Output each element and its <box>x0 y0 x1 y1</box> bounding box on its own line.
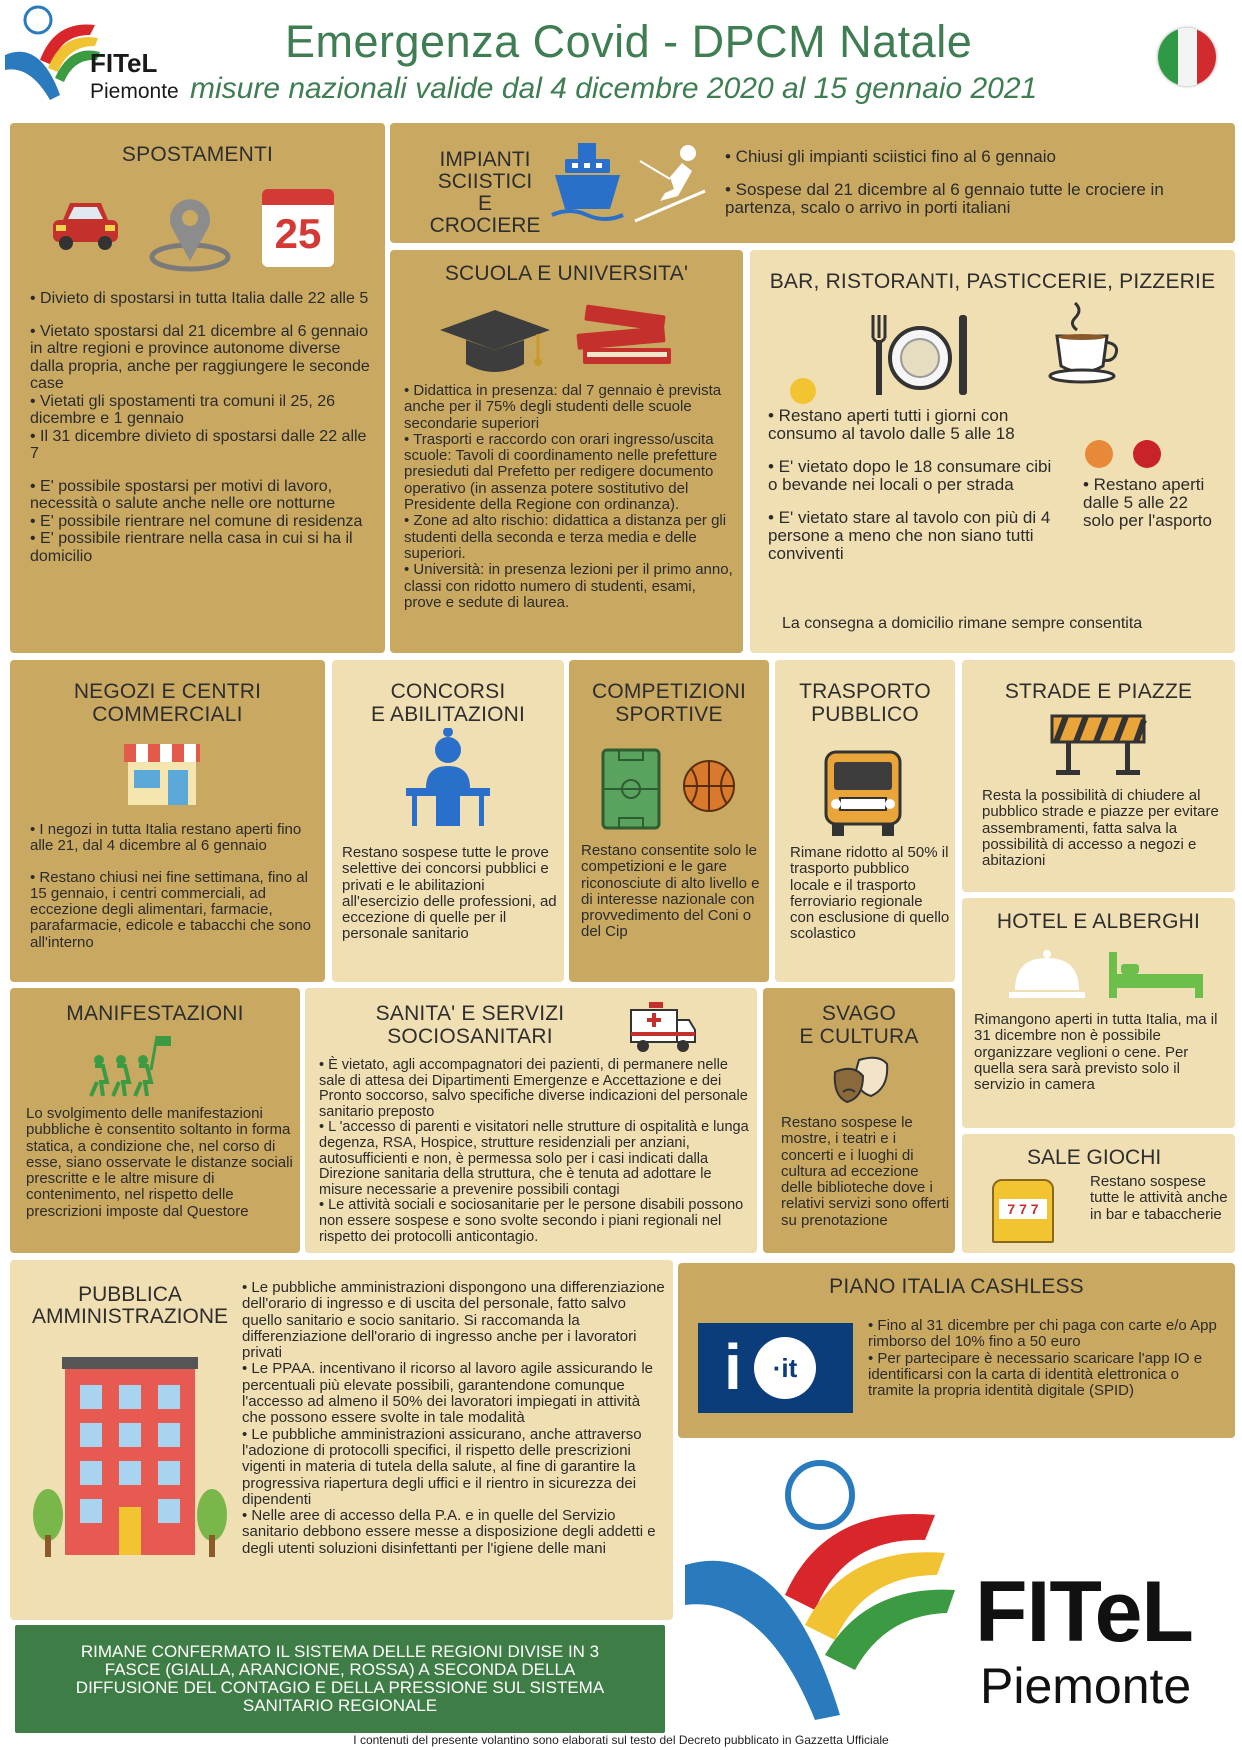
sanita-title: SANITA' E SERVIZI SOCIOSANITARI <box>375 1002 565 1048</box>
pa-text <box>242 1280 667 1557</box>
spostamenti-item: • Il 31 dicembre divieto di spostarsi dalle 22 alle 7 <box>30 427 367 462</box>
negozi-text <box>30 822 320 951</box>
spostamenti-title: SPOSTAMENTI <box>121 143 274 166</box>
io-app-icon <box>698 1323 853 1413</box>
bar-panel <box>750 250 1235 653</box>
scuola-title: SCUOLA E UNIVERSITA' <box>444 262 689 285</box>
bar-text <box>768 407 1058 563</box>
spostamenti-panel <box>10 123 385 653</box>
protest-people-icon <box>85 1030 185 1100</box>
hotel-title: HOTEL E ALBERGHI <box>996 910 1201 933</box>
plate-cutlery-icon <box>865 310 975 400</box>
bar-delivery: La consegna a domicilio rimane sempre consentita <box>782 615 1143 632</box>
basketball-icon <box>681 758 737 814</box>
negozi-item: • Restano chiusi nei fine settimana, fino al 15 gennaio, i centri commerciali, ad eccezione degli alimentari, farmacie, parafarmacie, edicole e tabacchi che sono all'interno <box>30 868 312 951</box>
big-logo-region: Piemonte <box>980 1658 1192 1714</box>
negozi-item: • I negozi in tutta Italia restano aperti fino alle 21, dal 4 dicembre al 6 gennaio <box>30 821 302 855</box>
manifestazioni-panel <box>10 988 300 1253</box>
bed-icon <box>1107 950 1207 1000</box>
office-building-icon <box>30 1355 230 1565</box>
cruise-ship-icon <box>550 141 625 226</box>
orange-zone-dot <box>1085 440 1113 468</box>
impianti-panel <box>390 123 1235 243</box>
trasporto-text: Rimane ridotto al 50% il trasporto pubblico locale e il trasporto ferroviario regionale con esclusione di quello scolastico <box>790 844 950 943</box>
ambulance-icon <box>627 1000 697 1055</box>
hotel-panel <box>962 898 1235 1128</box>
header-logo-region: Piemonte <box>90 80 179 103</box>
big-logo-name: FITeL <box>975 1564 1193 1660</box>
room-service-bell-icon <box>1007 946 1087 1001</box>
cashless-panel <box>678 1263 1235 1438</box>
sanita-text <box>319 1058 751 1245</box>
scuola-panel <box>390 250 743 653</box>
footer-note: I contenuti del presente volantino sono elaborati sul testo del Decreto pubblicato in Gazzetta Ufficiale <box>353 1733 889 1747</box>
hotel-text: Rimangono aperti in tutta Italia, ma il 31 dicembre non è possibile organizzare veglioni o cene. Per quella sera sarà previsto solo il servizio in camera <box>974 1011 1218 1094</box>
road-barrier-icon <box>1048 712 1148 777</box>
negozi-panel <box>10 660 325 982</box>
impianti-text <box>725 148 1215 217</box>
impianti-item: • Chiusi gli impianti sciistici fino al 6 gennaio <box>725 147 1056 166</box>
manifestazioni-text: Lo svolgimento delle manifestazioni pubbliche è consentito soltanto in forma statica, a condizione che, nel corso di esse, siano osservate le distanze sociali prescritte e le altre misure di contenimento, nel rispetto delle prescrizioni imposte dal Questore <box>26 1105 293 1220</box>
calendar-icon <box>262 189 334 267</box>
shop-icon <box>122 738 202 810</box>
bus-icon <box>818 748 908 838</box>
car-icon <box>48 195 123 255</box>
graduation-cap-icon <box>438 302 553 377</box>
sale-giochi-panel <box>962 1134 1235 1253</box>
trasporto-panel <box>775 660 955 982</box>
big-fitel-logo-icon <box>675 1445 975 1725</box>
football-field-icon <box>601 748 661 830</box>
scuola-item: • Università: in presenza lezioni per il primo anno, classi con ridotto numero di studenti, esami, prove e sedute di laurea. <box>404 561 733 611</box>
cashless-text <box>868 1318 1228 1399</box>
spostamenti-item: • E' possibile spostarsi per motivi di lavoro, necessità o salute anche nelle ore notturne <box>30 477 336 512</box>
cashless-title: PIANO ITALIA CASHLESS <box>829 1275 1084 1298</box>
sanita-item: • L 'accesso di parenti e visitatori nelle strutture di ospitalità e lunga degenza, RSA, Hospice, strutture residenziali per anziani, autosufficienti e non, è permessa solo per i casi indicati dalla Direzione sanitaria della struttura, che è tenuta ad adottare le misure necessarie a prevenire possibili contagi <box>319 1119 749 1198</box>
cashless-item: • Per partecipare è necessario scaricare l'app IO e identificarsi con la carta di identità elettronica o tramite la propria identità digitale (SPID) <box>868 1349 1203 1400</box>
io-app-badge: ·it <box>754 1337 816 1399</box>
impianti-item: • Sospese dal 21 dicembre al 6 gennaio tutte le crociere in partenza, scalo o arrivo in porti italiani <box>725 180 1164 217</box>
pa-item: • Le pubbliche amministrazioni dispongono una differenziazione dell'orario di ingresso e di uscita del personale, fatto salvo quello sanitario e socio sanitario. Si raccomanda la differenziazione dell'orario di ingresso anche per i lavoratori privati <box>242 1279 665 1362</box>
spostamenti-item: • E' possibile rientrare nel comune di residenza <box>30 512 363 530</box>
regions-banner <box>15 1625 665 1733</box>
spostamenti-item: • Divieto di spostarsi in tutta Italia dalle 22 alle 5 <box>30 290 369 307</box>
red-zone-dot <box>1133 440 1161 468</box>
page-subtitle: misure nazionali valide dal 4 dicembre 2020 al 15 gennaio 2021 <box>190 72 1038 105</box>
location-pin-icon <box>148 193 233 273</box>
bar-item: • E' vietato dopo le 18 consumare cibi o bevande nei locali o per strada <box>768 457 1052 494</box>
svago-panel <box>763 988 955 1253</box>
competizioni-title: COMPETIZIONI SPORTIVE <box>591 680 747 726</box>
concorsi-text: Restano sospese tutte le prove selettive dei concorsi pubblici e privati e le abilitazioni all'esercizio delle professioni, ad eccezione di quelle per il personale sanitario <box>342 844 557 943</box>
concorsi-panel <box>332 660 564 982</box>
header-logo-name: FITeL <box>90 48 158 78</box>
slot-machine-icon <box>992 1179 1054 1243</box>
bar-side-note: • Restano aperti dalle 5 alle 22 solo per l'asporto <box>1083 475 1212 530</box>
regions-banner-text: RIMANE CONFERMATO IL SISTEMA DELLE REGIONI DIVISE IN 3 FASCE (GIALLA, ARANCIONE, ROSSA) A SECONDA DELLA DIFFUSIONE DEL CONTAGIO E DELLA PRESSIONE SUL SISTEMA SANITARIO REGIONALE <box>75 1642 605 1715</box>
negozi-title: NEGOZI E CENTRI COMMERCIALI <box>73 680 262 726</box>
pa-panel <box>10 1260 673 1620</box>
coffee-cup-icon <box>1045 298 1125 388</box>
calendar-day: 25 <box>274 210 322 257</box>
spostamenti-item: • Vietati gli spostamenti tra comuni il 25, 26 dicembre e 1 gennaio <box>30 392 336 427</box>
bar-item: • Restano aperti tutti i giorni con consumo al tavolo dalle 5 alle 18 <box>768 406 1015 443</box>
bar-title: BAR, RISTORANTI, PASTICCERIE, PIZZERIE <box>769 270 1216 293</box>
sale-giochi-text: Restano sospese tutte le attività anche in bar e tabaccherie <box>1090 1173 1228 1223</box>
competizioni-text: Restano consentite solo le competizioni e le gare riconosciute di alto livello e di interesse nazionale con provvedimento del Coni o del Cip <box>581 842 760 941</box>
big-logo <box>675 1445 1242 1725</box>
spostamenti-item: • Vietato spostarsi dal 21 dicembre al 6 gennaio in altre regioni e province autonome diverse dalla propria, anche per raggiungere le seconde case <box>30 322 370 392</box>
strade-panel <box>962 660 1235 892</box>
strade-text: Resta la possibilità di chiudere al pubblico strade e piazze per evitare assembramenti, fatta salva la possibilità di accesso a negozi e abitazioni <box>982 787 1219 870</box>
spostamenti-item: • E' possibile rientrare nella casa in cui si ha il domicilio <box>30 530 353 565</box>
page-title: Emergenza Covid - DPCM Natale <box>285 16 973 67</box>
scuola-item: • Zone ad alto rischio: didattica a distanza per gli studenti della seconda e terza media e delle superiori. <box>404 512 727 562</box>
svago-title: SVAGO E CULTURA <box>799 1002 919 1048</box>
scuola-item: • Didattica in presenza: dal 7 gennaio è prevista anche per il 75% degli studenti delle scuole secondarie superiori <box>404 382 722 432</box>
trasporto-title: TRASPORTO PUBBLICO <box>799 680 931 726</box>
io-app-letter: i <box>724 1331 742 1403</box>
sanita-panel <box>305 988 757 1253</box>
manifestazioni-title: MANIFESTAZIONI <box>66 1002 244 1025</box>
scuola-text <box>404 383 734 611</box>
yellow-zone-dot <box>790 378 816 404</box>
pa-item: • Le pubbliche amministrazioni assicurano, anche attraverso l'adozione di protocolli specifici, il rispetto delle prescrizioni vigenti in materia di tutela della salute, al fine di garantire la progressiva riapertura degli uffici e il rientro in sicurezza dei dipendenti <box>242 1425 642 1508</box>
sanita-item: • È vietato, agli accompagnatori dei pazienti, di permanere nelle sale di attesa dei Dipartimenti Emergenze e Accettazione e dei Pronto soccorso, salvo specifiche diverse indicazioni del personale sanitario preposto <box>319 1057 748 1120</box>
impianti-title: IMPIANTI SCIISTICI E CROCIERE <box>429 148 541 237</box>
theater-masks-icon <box>831 1054 891 1104</box>
spostamenti-text <box>30 290 375 565</box>
cashless-item: • Fino al 31 dicembre per chi paga con carte e/o App rimborso del 10% fino a 50 euro <box>868 1317 1217 1351</box>
slot-machine-reels: 7 7 7 <box>999 1199 1047 1219</box>
books-icon <box>575 298 675 378</box>
italy-flag-icon <box>1158 28 1216 86</box>
student-desk-icon <box>398 728 498 828</box>
strade-title: STRADE E PIAZZE <box>1004 680 1193 703</box>
pa-item: • Le PPAA. incentivano il ricorso al lavoro agile assicurando le percentuali più elevate possibili, garantendone comunque l'accesso ad almeno il 50% dei lavoratori impiegati in attività che possono essere svolte in tale modalità <box>242 1360 654 1427</box>
sale-giochi-title: SALE GIOCHI <box>1027 1146 1162 1169</box>
concorsi-title: CONCORSI E ABILITAZIONI <box>370 680 526 726</box>
pa-title: PUBBLICA AMMINISTRAZIONE <box>31 1283 228 1328</box>
competizioni-panel <box>569 660 769 982</box>
sanita-item: • Le attività sociali e sociosanitarie per le persone disabili possono non essere sospese e sono svolte secondo i piani regionali nel rispetto dei protocolli anticontagio. <box>319 1197 744 1245</box>
pa-item: • Nelle aree di accesso della P.A. e in quelle del Servizio sanitario debbono essere messe a disposizione degli addetti e degli utenti soluzioni disinfettanti per l'igiene delle mani <box>242 1507 656 1557</box>
bar-item: • E' vietato stare al tavolo con più di 4 persone a meno che non siano tutti conviventi <box>768 508 1051 563</box>
skier-icon <box>630 141 710 226</box>
scuola-item: • Trasporti e raccordo con orari ingresso/uscita scuole: Tavoli di coordinamento nelle prefetture presieduti dal Prefetto per redigere documento operativo (in assenza potere sostitutivo del Presidente della Regione con ordinanza). <box>404 430 718 514</box>
svago-text: Restano sospese le mostre, i teatri e i concerti e i luoghi di cultura ad eccezione delle biblioteche dove i relativi servizi sono offerti su prenotazione <box>781 1114 950 1229</box>
header-logo <box>0 0 179 110</box>
